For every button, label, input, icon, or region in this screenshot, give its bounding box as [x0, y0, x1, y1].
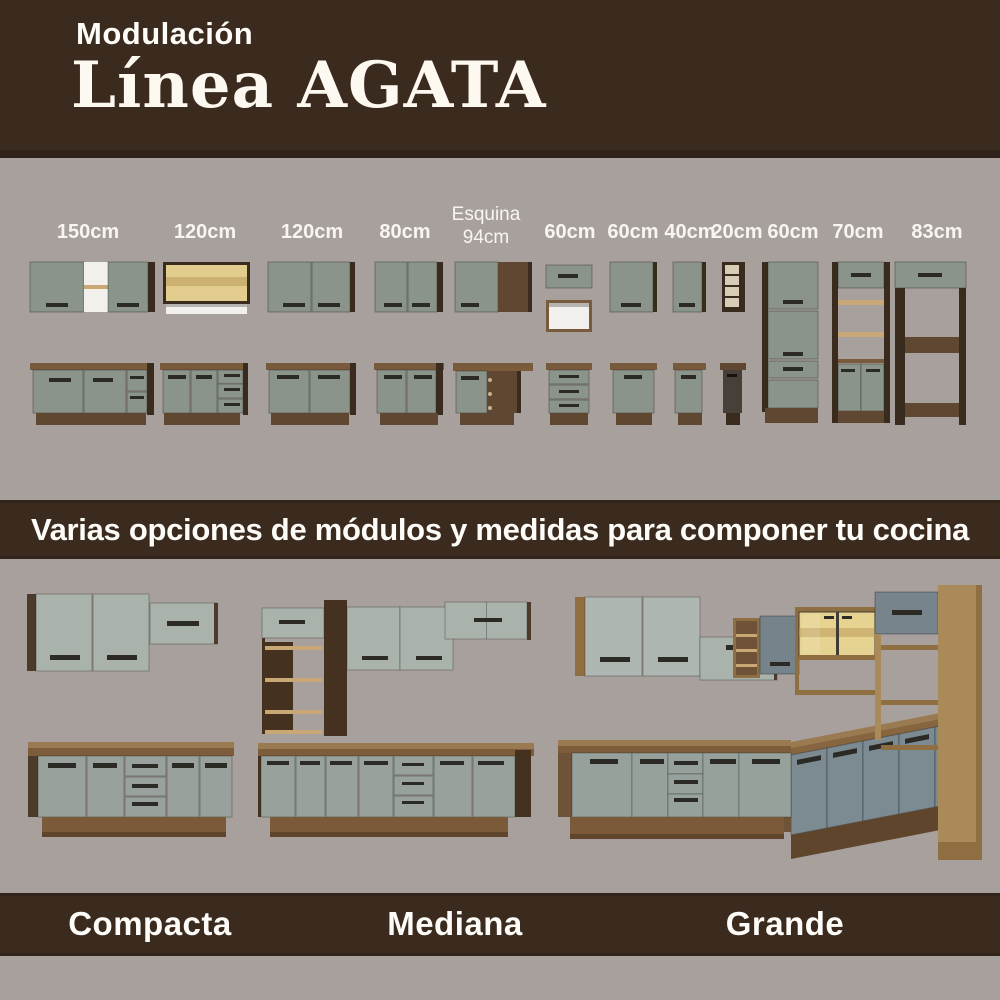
shelf [265, 730, 322, 734]
shelf [736, 634, 757, 637]
base-door [296, 756, 325, 817]
side-panel [959, 288, 966, 425]
door-handle [330, 761, 352, 765]
kitchen-name-grande: Grande [725, 905, 845, 942]
module-size-label: 120cm [173, 221, 237, 243]
side-panel [702, 262, 706, 312]
door-handle [590, 759, 618, 764]
glass-sheen [802, 614, 820, 654]
module-base-150cm [30, 363, 154, 425]
door-handle [658, 657, 688, 662]
shelf [736, 664, 757, 667]
door-handle [50, 655, 80, 660]
door-handle [384, 303, 402, 307]
door-handle [167, 621, 199, 626]
side-panel [148, 262, 155, 312]
door-handle [283, 303, 305, 307]
shelf [736, 649, 757, 652]
drawer-handle [132, 764, 158, 768]
wood-column-base [938, 842, 982, 860]
door-handle [841, 369, 855, 372]
drawer-handle [224, 403, 240, 406]
door-handle [679, 303, 695, 307]
door-handle [46, 303, 68, 307]
corner-panel [498, 262, 528, 312]
door-handle [624, 375, 642, 379]
module-oven-tower-70cm [832, 262, 890, 423]
door-handle [783, 300, 803, 304]
side-panel [350, 262, 355, 312]
side-panel [350, 363, 356, 415]
hinge [488, 378, 492, 382]
module-fridge-frame-83cm [895, 262, 966, 425]
wood-column-edge [976, 585, 982, 860]
door-handle [416, 656, 442, 660]
door-handle [752, 759, 780, 764]
countertop [160, 363, 248, 370]
shelf [881, 645, 938, 650]
door-handle [362, 656, 388, 660]
plinth [380, 413, 438, 425]
door-handle [558, 274, 578, 278]
kitchen-name-mediana: Mediana [387, 905, 523, 942]
banner-text: Varias opciones de módulos y medidas para componer tu cocina [30, 511, 970, 547]
header-kicker: Modulación [76, 16, 254, 51]
module-pantry-60cm [762, 262, 818, 423]
shelf-slot [725, 276, 739, 285]
kitchen-compacta [27, 594, 234, 837]
door-handle [842, 616, 852, 619]
drawer-handle [559, 390, 579, 393]
module-base-20cm [720, 363, 746, 425]
base-door [473, 756, 515, 817]
countertop [720, 363, 746, 370]
shelf-slot [725, 298, 739, 307]
module-size-label: 70cm [832, 221, 884, 243]
shelf-back [265, 642, 293, 732]
door-handle [196, 375, 212, 379]
countertop [266, 363, 356, 370]
shelf-shadow [166, 304, 247, 307]
module-size-label: 40cm [664, 221, 716, 243]
shelf [265, 678, 322, 682]
module-wall-150cm [30, 262, 155, 312]
door-handle [461, 303, 479, 307]
plinth [271, 413, 349, 425]
drawer-handle [130, 396, 144, 399]
module-size-label: 60cm [607, 221, 659, 243]
module-base-80cm [374, 363, 444, 425]
module-wall-40cm [673, 262, 706, 312]
drawer-handle [674, 798, 698, 802]
module-size-label: 20cm [711, 221, 763, 243]
side-panel [575, 597, 585, 676]
cabinet-door [33, 370, 83, 413]
shelf-slot [725, 287, 739, 296]
wall-door [643, 597, 700, 676]
module-wall-120cm [268, 262, 355, 312]
door-handle [414, 375, 432, 379]
door-handle [440, 761, 464, 765]
countertop [546, 363, 592, 370]
side-panel [437, 262, 443, 312]
countertop [258, 743, 534, 749]
frame-edge [795, 607, 799, 695]
base-door [434, 756, 472, 817]
kitchen-name-compacta: Compacta [68, 905, 232, 942]
module-size-label: 83cm [911, 221, 963, 243]
drawer-handle [674, 761, 698, 765]
base-panel [768, 380, 818, 408]
door-handle [461, 376, 479, 380]
drawer-handle [559, 375, 579, 378]
plinth-shadow [42, 832, 226, 837]
tall-panel [324, 600, 347, 736]
wood-shelf [905, 337, 959, 353]
base-door [261, 756, 295, 817]
module-base-60cm-door [610, 363, 657, 425]
drawer-handle [402, 763, 424, 766]
door-handle [640, 759, 664, 764]
module-base-60cm-drawers [546, 363, 592, 425]
drawer-handle [224, 374, 240, 377]
countertop [673, 363, 706, 370]
plinth [838, 411, 884, 423]
wall-door [347, 607, 400, 670]
frame-top [799, 607, 875, 612]
door-handle [681, 375, 696, 379]
module-base-120cm [266, 363, 356, 425]
door-handle [205, 763, 227, 768]
module-wall-80cm [375, 262, 443, 312]
door-handle [600, 657, 630, 662]
glass-divider [836, 612, 839, 656]
module-wall-60cm-flip [546, 265, 592, 332]
countertop-edge [28, 748, 234, 756]
hinge [488, 392, 492, 396]
cabinet-door [768, 311, 818, 359]
door-handle [318, 375, 340, 379]
module-size-label: 150cm [56, 221, 120, 243]
countertop [374, 363, 444, 370]
base-door [326, 756, 358, 817]
door-handle [267, 761, 289, 765]
plinth [550, 413, 588, 425]
countertop-edge [258, 749, 534, 756]
plinth-shadow [570, 834, 784, 839]
door-handle [300, 761, 320, 765]
base-door [359, 756, 393, 817]
page-title: Línea AGATA [71, 48, 547, 123]
drawer-front [127, 392, 147, 413]
module-size-label: 60cm [767, 221, 819, 243]
side-panel [27, 594, 36, 671]
module-wall-60cm-door [610, 262, 657, 312]
drawer-front [394, 796, 433, 817]
door-handle [364, 761, 388, 765]
countertop-edge [558, 746, 791, 753]
counter-shelf [838, 359, 884, 363]
door-handle [866, 369, 880, 372]
door-handle [478, 761, 504, 765]
drawer-front [125, 797, 166, 817]
module-size-label: 80cm [379, 221, 431, 243]
drawer-handle [132, 784, 158, 788]
shelf [265, 646, 322, 650]
side-panel [147, 363, 154, 415]
cabinet-door [84, 370, 126, 413]
drawer-handle [224, 388, 240, 391]
module-size-label: 120cm [280, 221, 344, 243]
door-handle [770, 662, 790, 666]
module-shelf-tower-20cm [722, 262, 745, 312]
plinth-shadow [270, 832, 508, 837]
plinth [460, 413, 514, 425]
shelf-slot [725, 265, 739, 274]
plinth [678, 413, 702, 425]
side-panel [517, 371, 521, 413]
shelf [881, 700, 938, 705]
frame-edge [875, 634, 881, 740]
kitchen-grande [558, 585, 982, 860]
kitchen-mediana [258, 600, 534, 837]
shelf [799, 690, 875, 695]
door-handle [412, 303, 430, 307]
door-handle [710, 759, 736, 764]
door-handle [279, 620, 305, 624]
door-handle [851, 273, 871, 277]
shelf [881, 745, 938, 750]
side-panel [527, 602, 531, 640]
side-panel [262, 638, 265, 734]
door-handle [107, 655, 137, 660]
door-handle [892, 610, 922, 615]
shelf [265, 710, 322, 714]
door-handle [172, 763, 194, 768]
door-handle [783, 352, 803, 356]
plinth [616, 413, 652, 425]
hinge [488, 406, 492, 410]
drawer-handle [674, 780, 698, 784]
door-handle [474, 618, 502, 622]
countertop [28, 742, 234, 748]
module-size-label-line1: Esquina [451, 204, 521, 225]
door-handle [117, 303, 139, 307]
wood-grain [166, 277, 247, 286]
drawer-front [394, 776, 433, 795]
wall-door [585, 597, 642, 676]
module-wall-esquina-94cm [455, 262, 532, 312]
side-panel [832, 262, 838, 423]
side-panel [528, 262, 532, 312]
side-panel [436, 363, 443, 415]
shelf [799, 655, 875, 660]
banner-band [0, 500, 1000, 559]
door-handle [918, 273, 942, 277]
wood-shelf [905, 403, 959, 417]
door-handle [384, 375, 402, 379]
module-wall-120cm-open [163, 262, 250, 314]
countertop [558, 740, 791, 746]
shelf [84, 285, 108, 289]
module-base-40cm [673, 363, 706, 425]
side-panel [515, 750, 531, 817]
door-handle [727, 374, 737, 377]
door-handle [93, 763, 117, 768]
side-panel [243, 363, 248, 415]
side-panel [28, 756, 38, 817]
door-handle [93, 378, 113, 382]
plinth [765, 408, 818, 423]
countertop [30, 363, 152, 370]
drawer-handle [402, 782, 424, 785]
module-base-esquina-94cm [453, 363, 533, 425]
wood-column [938, 585, 982, 860]
module-size-label: 60cm [544, 221, 596, 243]
drawer-handle [132, 802, 158, 806]
drawer-handle [559, 404, 579, 407]
side-panel [558, 753, 572, 817]
door-handle [48, 763, 76, 768]
plinth [164, 413, 240, 425]
module-base-120cm-drawers [160, 363, 248, 425]
drawer-handle [783, 367, 803, 371]
side-panel [653, 262, 657, 312]
door-handle [824, 616, 834, 619]
plinth [726, 413, 740, 425]
plinth [36, 413, 146, 425]
door-handle [168, 375, 186, 379]
header-band [0, 0, 1000, 158]
shelf [838, 332, 884, 337]
module-size-label-line2: 94cm [462, 227, 510, 248]
side-panel [762, 262, 768, 412]
drawer-front [127, 370, 147, 391]
side-panel [895, 288, 905, 425]
door-handle [277, 375, 299, 379]
box-shadow [549, 303, 589, 307]
drawer-front [668, 794, 703, 817]
drawer-handle [130, 376, 144, 379]
side-panel [214, 603, 218, 644]
drawer-handle [402, 801, 424, 804]
door-handle [49, 378, 71, 382]
countertop [610, 363, 657, 370]
side-panel [884, 262, 890, 423]
door-handle [318, 303, 340, 307]
shelf [838, 300, 884, 305]
door-handle [621, 303, 641, 307]
